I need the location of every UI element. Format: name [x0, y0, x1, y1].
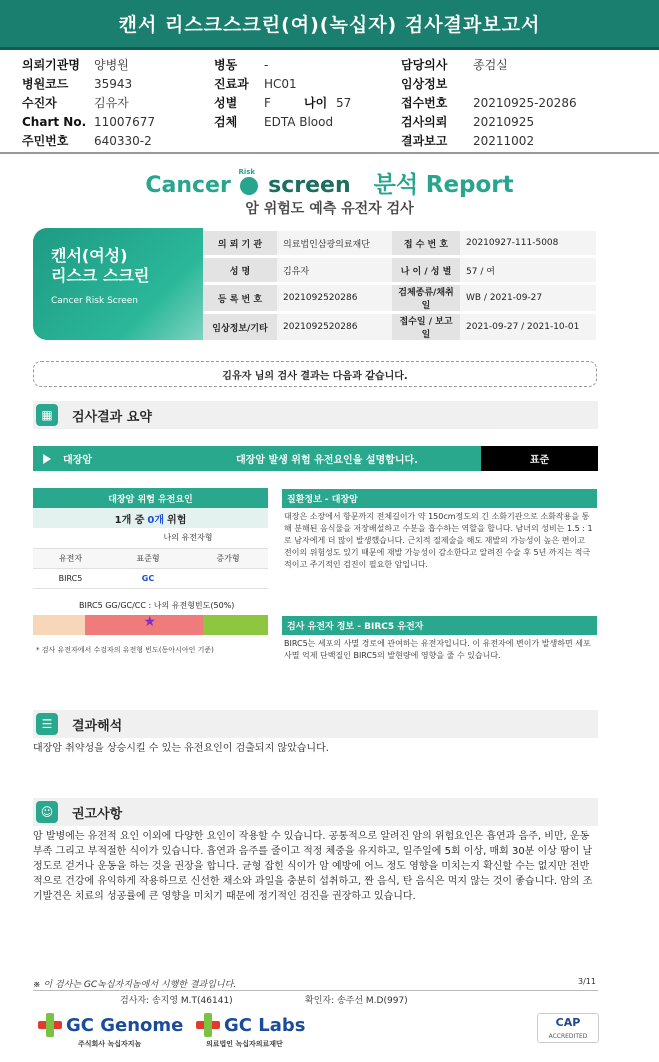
risk-factor-panel — [33, 488, 268, 589]
dept-value: HC01 — [264, 76, 297, 91]
rrn-label: 주민번호 — [22, 134, 69, 148]
sex-value: F — [264, 95, 271, 110]
product-line2: 리스크 스크린 — [51, 266, 150, 285]
hospital-label: 의뢰기관명 — [22, 58, 80, 72]
ward-value: - — [264, 57, 269, 72]
table-row — [203, 314, 596, 340]
table-row — [33, 568, 268, 588]
patient-detail-table — [203, 228, 596, 343]
advice-section-header — [33, 798, 598, 826]
gc-cross-icon — [38, 1013, 62, 1037]
table-cell: 의 뢰 기 관 — [203, 231, 277, 255]
cap-text: CAP — [555, 1016, 581, 1029]
table-row — [33, 528, 268, 548]
table-cell: 등 록 번 호 — [203, 285, 277, 311]
header-divider — [0, 152, 659, 154]
status-badge: 표준 — [481, 446, 598, 471]
table-cell: 임상정보/기타 — [203, 314, 277, 340]
intro-message: 김유자 님의 검사 결과는 다음과 같습니다. — [33, 361, 597, 387]
disease-info-head: 질환정보 - 대장암 — [282, 489, 597, 508]
interpretation-text: 대장암 취약성을 상승시킬 수 있는 유전요인이 검출되지 않았습니다. — [33, 743, 329, 754]
genotype-frequency-label: BIRC5 GG/GC/CC : 나의 유전형빈도(50%) — [79, 601, 235, 610]
table-cell: 접수일 / 보고일 — [392, 314, 460, 340]
table-cell: 의료법인삼광의료재단 — [277, 231, 392, 255]
gc-genome-logo — [38, 1013, 183, 1037]
logo2-sub: 의료법인 녹십자의료재단 — [206, 1040, 283, 1048]
increased-genotype — [188, 568, 268, 588]
risk-logo-icon — [238, 168, 258, 195]
table-cell: 2021092520286 — [277, 285, 392, 311]
table-cell: 성 명 — [203, 258, 277, 282]
doctor-icon: ☺ — [36, 801, 58, 823]
code-value: 35943 — [94, 76, 133, 91]
table-cell: 20210927-111-5008 — [460, 231, 596, 255]
brand-risk: Risk — [238, 168, 256, 176]
gc-cross-icon — [196, 1013, 220, 1037]
col-gene: 유전자 — [33, 548, 108, 568]
clipboard-icon: ☰ — [36, 713, 58, 735]
report-title: 캔서 리스크스크린(여)(녹십자) 검사결과보고서 — [0, 0, 659, 50]
chart-label: Chart No. — [22, 114, 87, 129]
table-cell: 접 수 번 호 — [392, 231, 460, 255]
freq-segment-low — [33, 615, 85, 635]
cancer-result-row — [33, 446, 598, 471]
disease-info-panel — [282, 489, 597, 574]
freq-segment-high — [203, 615, 268, 635]
product-line1: 캔서(여성) — [51, 246, 128, 265]
table-row — [203, 231, 596, 255]
cap-sub: ACCREDITED — [548, 1033, 588, 1040]
chart-value: 11007677 — [94, 114, 156, 129]
patient-info-grid — [22, 55, 642, 150]
cancer-desc: 대장암 발생 위험 유전요인을 설명합니다. — [236, 455, 418, 466]
summary-section-header — [33, 401, 598, 429]
examiner: 검사자: 송지영 M.T(46141) — [120, 996, 233, 1006]
logo2-text: GC Labs — [224, 1014, 306, 1036]
report-label: 결과보고 — [401, 134, 448, 148]
table-row — [203, 258, 596, 282]
brand-screen: screen — [268, 173, 351, 198]
col-increased: 증가형 — [188, 548, 268, 568]
report-value: 20211002 — [473, 133, 535, 148]
gene-name: BIRC5 — [33, 568, 108, 588]
standard-genotype: GC — [108, 568, 188, 588]
count-post: 위험 — [167, 514, 187, 526]
play-triangle-icon — [43, 454, 51, 464]
advice-title: 권고사항 — [72, 806, 123, 822]
count-number: 0개 — [147, 514, 165, 526]
page-number: 3/11 — [578, 977, 596, 986]
table-cell: 나 이 / 성 별 — [392, 258, 460, 282]
table-cell: 2021-09-27 / 2021-10-01 — [460, 314, 596, 340]
gene-info-panel — [282, 616, 597, 665]
code-label: 병원코드 — [22, 77, 69, 91]
specimen-value: EDTA Blood — [264, 114, 334, 129]
table-cell: 2021092520286 — [277, 314, 392, 340]
risk-panel-head: 대장암 위험 유전요인 — [33, 488, 268, 508]
brand-report: Report — [425, 172, 514, 198]
genotype-table — [33, 528, 268, 589]
summary-title: 검사결과 요약 — [72, 409, 152, 425]
my-genotype-header: 나의 유전자형 — [108, 528, 268, 548]
receipt-value: 20210925-20286 — [473, 95, 577, 110]
footer-divider — [33, 990, 598, 991]
rrn-value: 640330-2 — [94, 133, 152, 148]
logo1-sub: 주식회사 녹십자지놈 — [78, 1040, 142, 1048]
gene-info-head: 검사 유전자 정보 - BIRC5 유전자 — [282, 616, 597, 635]
advice-text: 암 발병에는 유전적 요인 이외에 다양한 요인이 작용할 수 있습니다. 공통적으로 알려진 암의 위험요인은 흡연과 음주, 비만, 운동 부족 그리고 부적절한 식이가 있습니다. 흡연과 음주를 줄이고 적정 체중을 유지하고, 일주일에 5회 이상, 매회 30분 이상 땀이 날 정도로 걷거나 운동을 하는 것을 권장을 합니다. 균형 잡힌 식이가 암 예방에 어느 정도 영향을 미치는지 확신할 수는 없지만 전반적으로 건강에 유익하게 작용하므로 신선한 채소와 과일을 충분히 섭취하고, 짠 음식, 탄 음식은 먹지 않는 것이 좋습니다. 암의 조기발견은 치료의 성공률에 큰 영향을 미치기 때문에 정기적인 검진을 권장하고 있습니다. — [33, 831, 593, 902]
table-row — [33, 548, 268, 568]
risk-count — [33, 508, 268, 528]
doctor-value: 종검실 — [473, 58, 508, 72]
product-card — [33, 228, 203, 340]
request-label: 검사의뢰 — [401, 115, 448, 129]
gc-labs-logo — [196, 1013, 305, 1037]
specimen-label: 검체 — [214, 115, 238, 129]
ward-label: 병동 — [214, 58, 238, 72]
age-label: 나이 — [304, 96, 328, 110]
frequency-bar — [33, 615, 268, 635]
age-value: 57 — [336, 95, 352, 110]
patient-label: 수진자 — [22, 96, 57, 110]
interpretation-title: 결과해석 — [72, 718, 123, 734]
table-cell: 검체종류/채취일 — [392, 285, 460, 311]
clinical-label: 임상정보 — [401, 77, 448, 91]
brand-cancer: Cancer — [145, 173, 231, 198]
logo1-text: GC Genome — [66, 1014, 184, 1036]
star-marker-icon: ★ — [143, 614, 157, 630]
brand-subtitle: 암 위험도 예측 유전자 검사 — [245, 201, 414, 217]
patient-value: 김유자 — [94, 96, 129, 110]
cancer-name: 대장암 — [63, 455, 92, 466]
disease-info-text: 대장은 소장에서 항문까지 전체길이가 약 150cm정도의 긴 소화기관으로 소화작용을 통해 분해된 음식물을 저장배설하고 수분을 흡수하는 역할을 합니다. 남녀의 성비는 1.5 : 1로 남자에게 더 많이 발생했습니다. 근치적 절제술을 해도 재발의 가능성이 높은 편이고 전이의 위험성도 있기 때문에 재발 가능성이 감소한다고 알려진 수술 후 5년 까지는 적극적이고 주기적인 검진이 필요한 암입니다. — [284, 512, 593, 569]
table-row — [203, 285, 596, 311]
count-pre: 1개 중 — [114, 514, 145, 526]
gene-info-text: BIRC5는 세포의 사멸 경로에 관여하는 유전자입니다. 이 유전자에 변이가 발생하면 세포 사멸 억제 단백질인 BIRC5의 발현량에 영향을 줄 수 있습니다. — [284, 639, 591, 660]
hospital-value: 양병원 — [94, 58, 129, 72]
table-cell: WB / 2021-09-27 — [460, 285, 596, 311]
product-english: Cancer Risk Screen — [51, 296, 139, 306]
interpretation-section-header — [33, 710, 598, 738]
sex-label: 성별 — [214, 96, 238, 110]
request-value: 20210925 — [473, 114, 535, 129]
approver: 확인자: 송주선 M.D(997) — [305, 996, 408, 1006]
table-cell: 김유자 — [277, 258, 392, 282]
summary-icon: ▦ — [36, 404, 58, 426]
dept-label: 진료과 — [214, 77, 249, 91]
cap-accredited-badge — [537, 1013, 599, 1043]
frequency-note: * 검사 유전자에서 수검자의 유전형 빈도(동아시아인 기준) — [36, 646, 214, 654]
footer-note: ※ 이 검사는 GC녹십자지놈에서 시행한 결과입니다. — [33, 980, 237, 990]
brand-analysis: 분석 — [373, 172, 419, 198]
doctor-label: 담당의사 — [401, 58, 448, 72]
table-cell: 57 / 여 — [460, 258, 596, 282]
receipt-label: 접수번호 — [401, 96, 448, 110]
brand-title — [0, 166, 659, 199]
col-standard: 표준형 — [108, 548, 188, 568]
